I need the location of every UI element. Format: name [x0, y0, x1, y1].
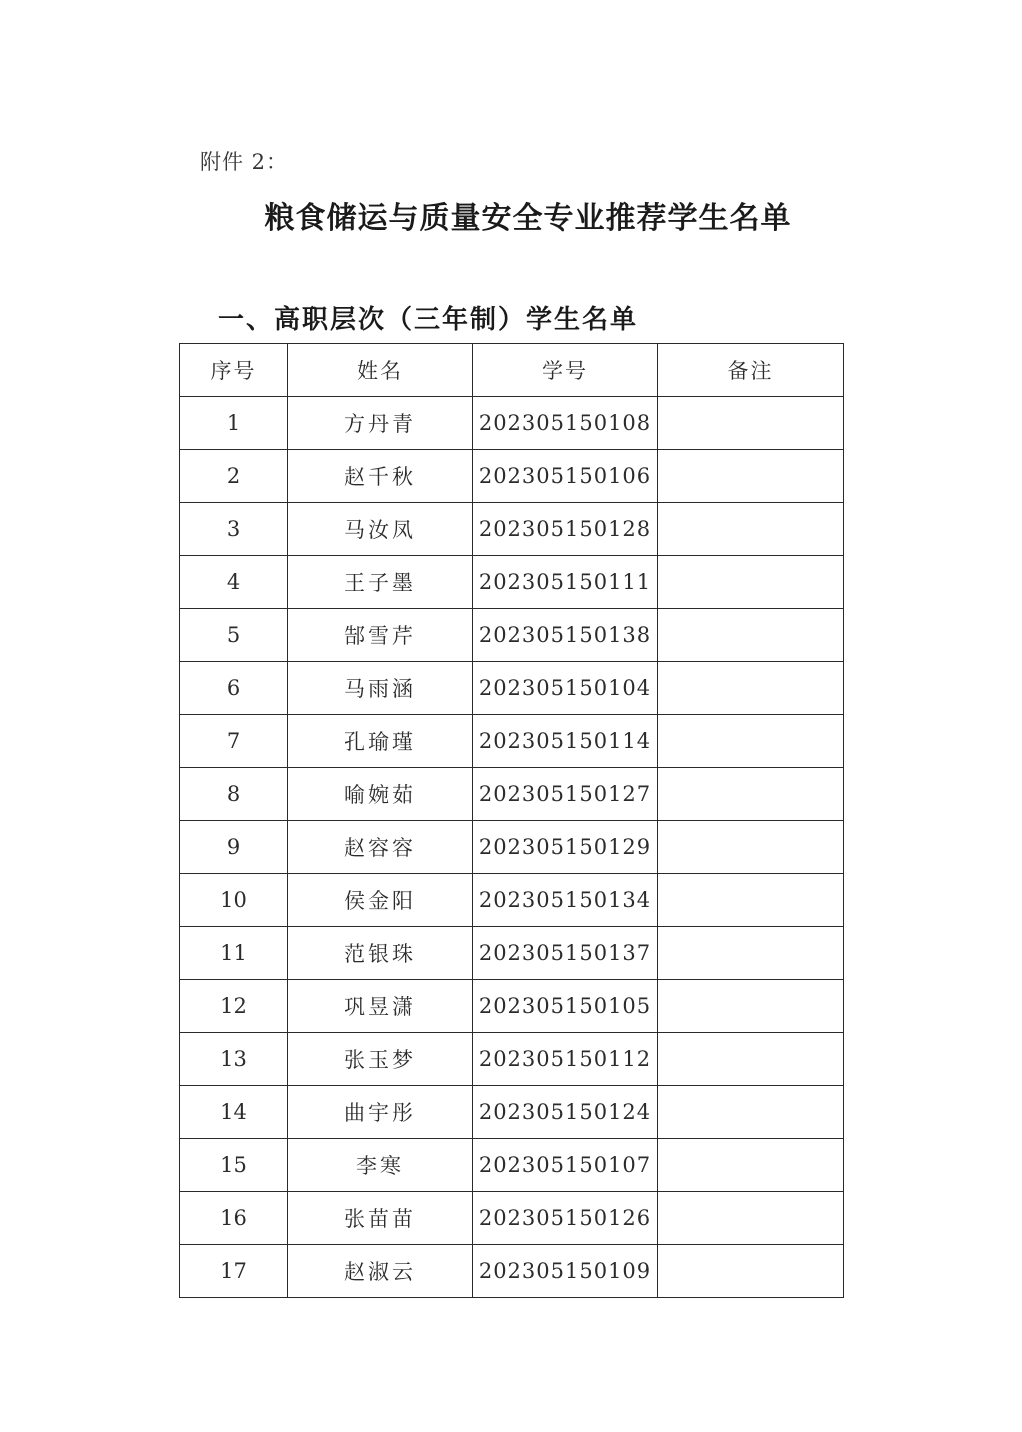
cell-student-name: 曲宇彤 — [288, 1086, 473, 1139]
cell-student-id: 202305150114 — [473, 715, 658, 768]
cell-remarks — [658, 1033, 844, 1086]
cell-student-id: 202305150137 — [473, 927, 658, 980]
cell-remarks — [658, 450, 844, 503]
cell-student-id: 202305150134 — [473, 874, 658, 927]
cell-student-name: 张玉梦 — [288, 1033, 473, 1086]
attachment-label: 附件 2： — [200, 150, 289, 174]
cell-student-name: 巩昱潇 — [288, 980, 473, 1033]
cell-remarks — [658, 556, 844, 609]
cell-serial-number: 9 — [180, 821, 288, 874]
table-row — [180, 821, 844, 874]
table-row — [180, 1192, 844, 1245]
cell-serial-number: 6 — [180, 662, 288, 715]
cell-student-name: 方丹青 — [288, 397, 473, 450]
table-row — [180, 1139, 844, 1192]
cell-student-name: 赵容容 — [288, 821, 473, 874]
cell-student-name: 李寒 — [288, 1139, 473, 1192]
cell-serial-number: 11 — [180, 927, 288, 980]
cell-remarks — [658, 821, 844, 874]
cell-student-id: 202305150127 — [473, 768, 658, 821]
cell-remarks — [658, 397, 844, 450]
cell-serial-number: 13 — [180, 1033, 288, 1086]
table-row — [180, 397, 844, 450]
cell-student-name: 王子墨 — [288, 556, 473, 609]
cell-student-id: 202305150129 — [473, 821, 658, 874]
cell-student-id: 202305150105 — [473, 980, 658, 1033]
cell-remarks — [658, 927, 844, 980]
cell-serial-number: 5 — [180, 609, 288, 662]
table-row — [180, 1033, 844, 1086]
cell-student-name: 郜雪芹 — [288, 609, 473, 662]
cell-remarks — [658, 768, 844, 821]
cell-serial-number: 2 — [180, 450, 288, 503]
cell-student-name: 喻婉茹 — [288, 768, 473, 821]
cell-serial-number: 1 — [180, 397, 288, 450]
table-row — [180, 874, 844, 927]
table-row — [180, 609, 844, 662]
table-row — [180, 768, 844, 821]
header-student-id: 学号 — [473, 344, 658, 397]
cell-remarks — [658, 609, 844, 662]
cell-remarks — [658, 1139, 844, 1192]
cell-student-id: 202305150109 — [473, 1245, 658, 1298]
table-row — [180, 662, 844, 715]
cell-remarks — [658, 1192, 844, 1245]
cell-serial-number: 12 — [180, 980, 288, 1033]
cell-student-name: 孔瑜瑾 — [288, 715, 473, 768]
cell-student-id: 202305150126 — [473, 1192, 658, 1245]
cell-serial-number: 14 — [180, 1086, 288, 1139]
cell-serial-number: 8 — [180, 768, 288, 821]
table-row — [180, 927, 844, 980]
student-roster-table — [179, 343, 844, 1298]
cell-remarks — [658, 874, 844, 927]
cell-remarks — [658, 980, 844, 1033]
table-header-row — [180, 344, 844, 397]
cell-serial-number: 3 — [180, 503, 288, 556]
table-row — [180, 980, 844, 1033]
table-body — [180, 397, 844, 1298]
cell-serial-number: 7 — [180, 715, 288, 768]
table-row — [180, 450, 844, 503]
document-title: 粮食储运与质量安全专业推荐学生名单 — [264, 201, 792, 236]
cell-student-name: 张苗苗 — [288, 1192, 473, 1245]
cell-student-id: 202305150111 — [473, 556, 658, 609]
cell-remarks — [658, 503, 844, 556]
cell-remarks — [658, 715, 844, 768]
header-remarks: 备注 — [658, 344, 844, 397]
table-row — [180, 1086, 844, 1139]
header-serial-number: 序号 — [180, 344, 288, 397]
cell-serial-number: 4 — [180, 556, 288, 609]
cell-serial-number: 17 — [180, 1245, 288, 1298]
cell-serial-number: 15 — [180, 1139, 288, 1192]
table-row — [180, 556, 844, 609]
cell-student-name: 范银珠 — [288, 927, 473, 980]
table-row — [180, 715, 844, 768]
cell-student-id: 202305150138 — [473, 609, 658, 662]
cell-student-id: 202305150107 — [473, 1139, 658, 1192]
cell-student-id: 202305150104 — [473, 662, 658, 715]
cell-student-id: 202305150106 — [473, 450, 658, 503]
cell-remarks — [658, 1086, 844, 1139]
cell-student-id: 202305150128 — [473, 503, 658, 556]
cell-student-name: 马雨涵 — [288, 662, 473, 715]
cell-student-id: 202305150108 — [473, 397, 658, 450]
cell-student-name: 赵千秋 — [288, 450, 473, 503]
table-row — [180, 503, 844, 556]
cell-student-name: 马汝凤 — [288, 503, 473, 556]
cell-student-name: 侯金阳 — [288, 874, 473, 927]
cell-student-id: 202305150124 — [473, 1086, 658, 1139]
cell-student-id: 202305150112 — [473, 1033, 658, 1086]
cell-student-name: 赵淑云 — [288, 1245, 473, 1298]
cell-serial-number: 16 — [180, 1192, 288, 1245]
section-heading: 一、高职层次（三年制）学生名单 — [218, 305, 639, 335]
cell-remarks — [658, 662, 844, 715]
table-row — [180, 1245, 844, 1298]
header-name: 姓名 — [288, 344, 473, 397]
cell-serial-number: 10 — [180, 874, 288, 927]
cell-remarks — [658, 1245, 844, 1298]
